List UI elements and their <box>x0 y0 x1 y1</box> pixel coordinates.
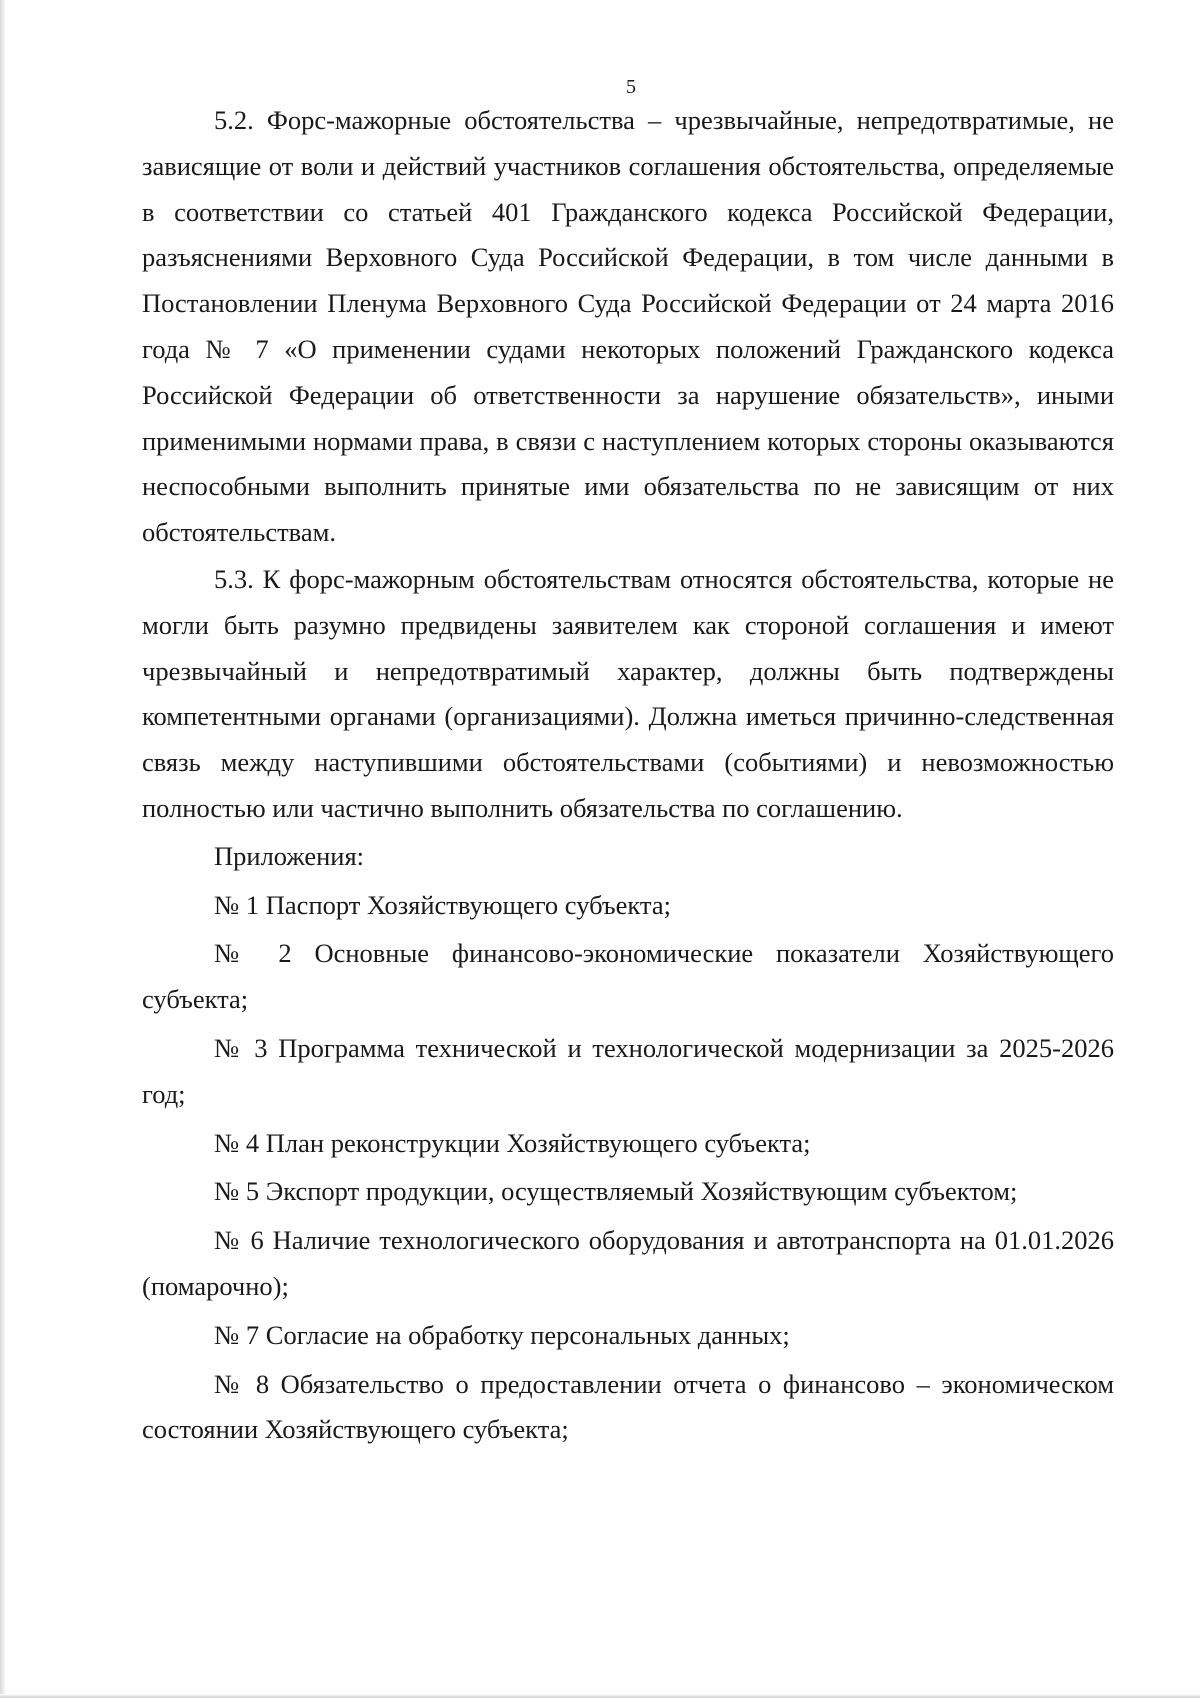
attachment-item-6: № 6 Наличие технологического оборудования и автотранспорта на 01.01.2026 (помарочно); <box>142 1225 1114 1301</box>
attachment-item-1: № 1 Паспорт Хозяйствующего субъекта; <box>214 889 671 920</box>
attachments-heading: Приложения: <box>214 840 365 871</box>
page-number: 5 <box>626 76 636 98</box>
scan-edge-bottom <box>0 1694 1200 1698</box>
attachment-item-8: № 8 Обязательство о предоставлении отчета о финансово – экономическом состоянии Хозяйствующего субъекта; <box>142 1368 1114 1445</box>
attachment-item-7: № 7 Согласие на обработку персональных данных; <box>214 1319 790 1350</box>
document-body <box>142 98 1114 1453</box>
attachment-item-4: № 4 План реконструкции Хозяйствующего субъекта; <box>214 1127 811 1158</box>
attachment-item-5: № 5 Экспорт продукции, осуществляемый Хозяйствующим субъектом; <box>214 1176 1018 1207</box>
paragraph-5-3: 5.3. К форс-мажорным обстоятельствам относятся обстоятельства, которые не могли быть разумно предвидены заявителем как стороной соглашения и имеют чрезвычайный и непредотвратимый характер, должны быть подтверждены компетентными органами (организациями). Должна иметься причинно-следственная связь между наступившими обстоятельствами (событиями) и невозможностью полностью или частично выполнить обязательства по соглашению. <box>142 563 1114 823</box>
attachment-item-3: № 3 Программа технической и технологической модернизации за 2025-2026 год; <box>142 1032 1114 1109</box>
attachment-item-2: № 2 Основные финансово-экономические показатели Хозяйствующего субъекта; <box>142 938 1114 1015</box>
scan-edge-left <box>0 0 6 1698</box>
paragraph-5-2: 5.2. Форс-мажорные обстоятельства – чрезвычайные, непредотвратимые, не зависящие от воли и действий участников соглашения обстоятельства, определяемые в соответствии со статьей 401 Гражданского кодекса Российской Федерации, разъяснениями Верховного Суда Российской Федерации, в том числе данными в Постановлении Пленума Верховного Суда Российской Федерации от 24 марта 2016 года № 7 «О применении судами некоторых положений Гражданского кодекса Российской Федерации об ответственности за нарушение обязательств», иными применимыми нормами права, в связи с наступлением которых стороны оказываются неспособными выполнить принятые ими обязательства по не зависящим от них обстоятельствам. <box>142 105 1114 548</box>
